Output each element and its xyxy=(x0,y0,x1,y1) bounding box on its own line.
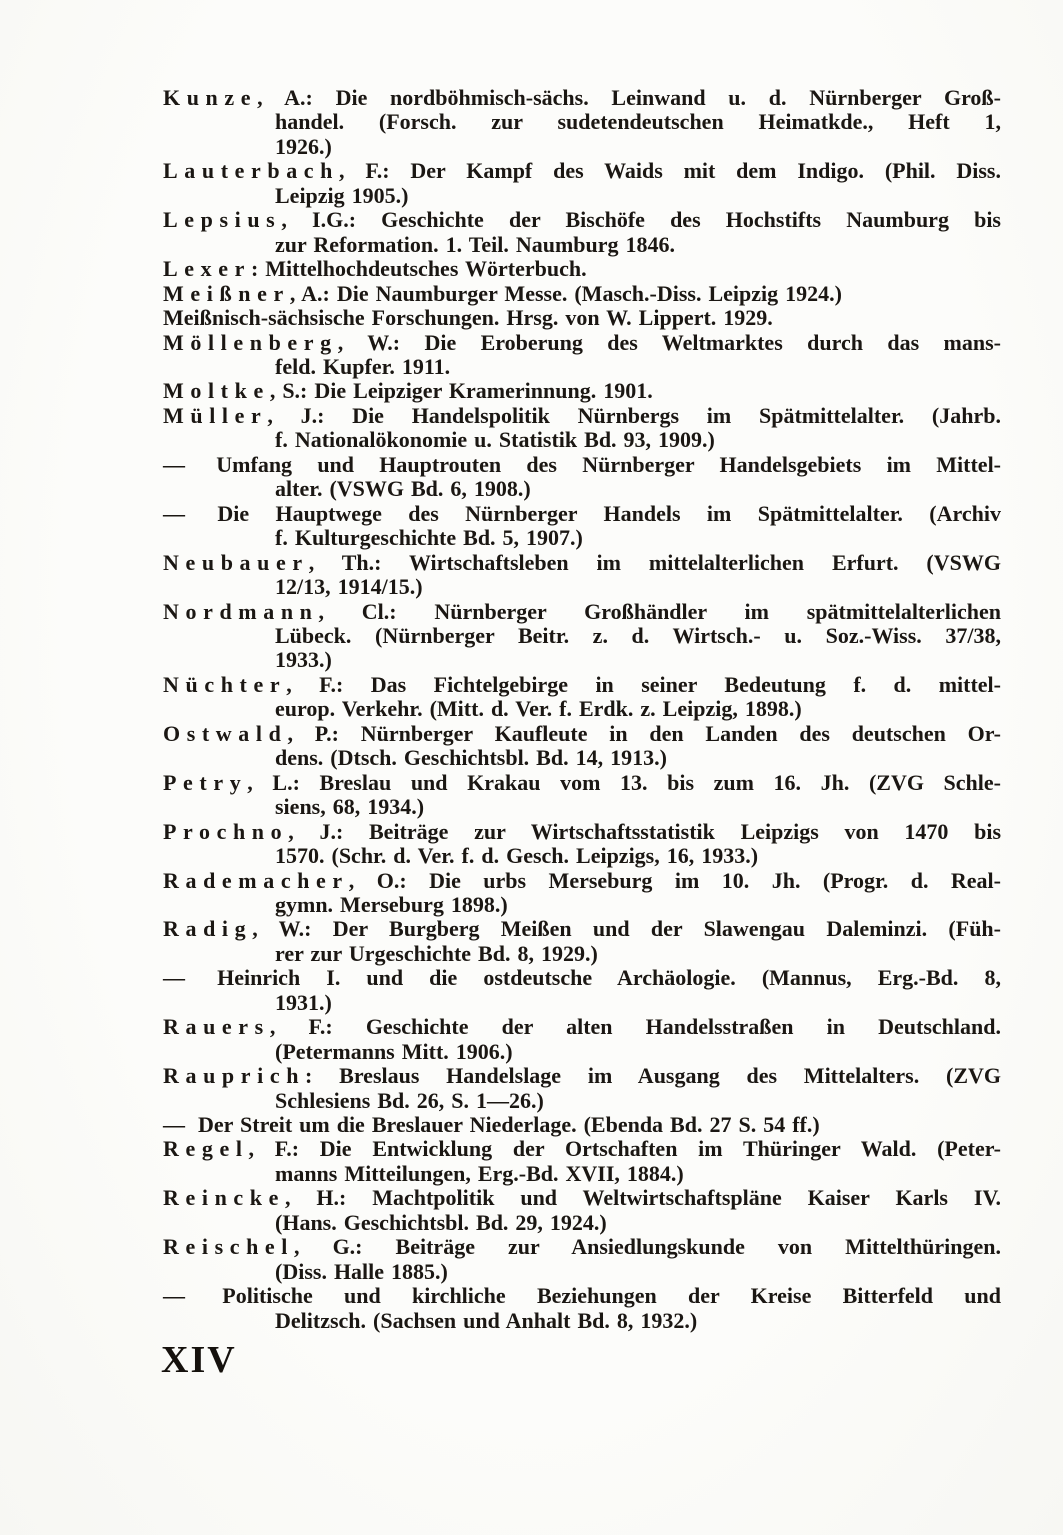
entry-line: Lauterbach, F.: Der Kampf des Waids mit dem Indigo. (Phil. Diss. xyxy=(163,158,1001,184)
bibliography-list xyxy=(163,86,1001,1333)
entry-line: Meißner, A.: Die Naumburger Messe. (Masch.-Diss. Leipzig 1924.) xyxy=(163,280,842,306)
page-number: XIV xyxy=(161,1339,237,1381)
entry-line: (Hans. Geschichtsbl. Bd. 29, 1924.) xyxy=(275,1209,607,1235)
author-name: Kunze xyxy=(163,85,258,110)
entry-line: alter. (VSWG Bd. 6, 1908.) xyxy=(275,476,531,502)
entry-line: Lexer: Mittelhochdeutsches Wörterbuch. xyxy=(163,256,587,282)
entry-line: Neubauer, Th.: Wirtschaftsleben im mittelalterlichen Erfurt. (VSWG xyxy=(163,549,1001,575)
entry-line: Rauprich: Breslaus Handelslage im Ausgang des Mittelalters. (ZVG xyxy=(163,1063,1001,1089)
bibliography-entry xyxy=(163,1284,1001,1333)
author-name: Moltke xyxy=(163,378,270,404)
author-name: Lexer xyxy=(163,256,251,282)
entry-line: Meißnisch-sächsische Forschungen. Hrsg. von W. Lippert. 1929. xyxy=(163,305,773,331)
author-name: Petry xyxy=(163,769,248,795)
bibliography-entry xyxy=(163,159,1001,208)
entry-line: — Umfang und Hauptrouten des Nürnberger Handelsgebiets im Mittel- xyxy=(163,451,1002,477)
entry-line: Prochno, J.: Beiträge zur Wirtschaftsstatistik Leipzigs von 1470 bis xyxy=(163,818,1002,844)
bibliography-entry xyxy=(163,917,1001,966)
entry-line: Reincke, H.: Machtpolitik und Weltwirtschaftspläne Kaiser Karls IV. xyxy=(163,1185,1002,1211)
bibliography-entry xyxy=(163,331,1001,380)
author-name: Rauprich xyxy=(163,1063,306,1089)
entry-line: Nordmann, Cl.: Nürnberger Großhändler im spätmittelalterlichen xyxy=(163,598,1002,624)
entry-line: — Der Streit um die Breslauer Niederlage. (Ebenda Bd. 27 S. 54 ff.) xyxy=(163,1112,820,1138)
entry-line: — Heinrich I. und die ostdeutsche Archäologie. (Mannus, Erg.-Bd. 8, xyxy=(163,965,1001,991)
bibliography-entry xyxy=(163,673,1001,722)
entry-line: 1933.) xyxy=(275,647,332,673)
same-author-dash: — xyxy=(163,500,185,526)
author-name: Ostwald xyxy=(163,720,288,746)
author-name: Rauers xyxy=(163,1014,270,1040)
entry-line: Kunze, A.: Die nordböhmisch-sächs. Leinwand u. d. Nürnberger Groß- xyxy=(163,85,1001,110)
bibliography-entry xyxy=(163,869,1001,918)
author-name: Nordmann xyxy=(163,598,319,624)
entry-line: Leipzig 1905.) xyxy=(275,182,409,208)
author-name: Meißner xyxy=(163,280,290,306)
bibliography-entry xyxy=(163,771,1001,820)
entry-line: Reischel, G.: Beiträge zur Ansiedlungskunde von Mittelthüringen. xyxy=(163,1234,1001,1260)
author-name: Müller xyxy=(163,402,268,428)
entry-line: — Die Hauptwege des Nürnberger Handels im Spätmittelalter. (Archiv xyxy=(163,500,1001,526)
entry-line: handel. (Forsch. zur sudetendeutschen Heimatkde., Heft 1, xyxy=(275,109,1001,135)
entry-line: (Petermanns Mitt. 1906.) xyxy=(275,1038,513,1064)
entry-line: (Diss. Halle 1885.) xyxy=(275,1258,448,1284)
author-name: Reischel xyxy=(163,1234,295,1260)
same-author-dash: — xyxy=(163,451,185,477)
bibliography-entry xyxy=(163,208,1001,257)
entry-line: rer zur Urgeschichte Bd. 8, 1929.) xyxy=(275,940,598,966)
entry-line: Nüchter, F.: Das Fichtelgebirge in seiner Bedeutung f. d. mittel- xyxy=(163,671,1001,697)
entry-line: Moltke, S.: Die Leipziger Kramerinnung. 1901. xyxy=(163,378,653,404)
entry-line: 1931.) xyxy=(275,989,332,1015)
author-name: Lauterbach xyxy=(163,158,339,184)
bibliography-entry xyxy=(163,1186,1001,1235)
bibliography-entry xyxy=(163,1113,1001,1137)
bibliography-entry xyxy=(163,257,1001,281)
bibliography-entry xyxy=(163,86,1001,159)
bibliography-entry xyxy=(163,551,1001,600)
entry-line: manns Mitteilungen, Erg.-Bd. XVII, 1884.) xyxy=(275,1160,684,1186)
author-name: Lepsius xyxy=(163,207,282,233)
bibliography-entry xyxy=(163,282,1001,306)
entry-line: Radig, W.: Der Burgberg Meißen und der Slawengau Daleminzi. (Füh- xyxy=(163,916,1001,942)
entry-line: 1926.) xyxy=(275,133,332,159)
entry-line: gymn. Merseburg 1898.) xyxy=(275,891,508,917)
entry-line: Möllenberg, W.: Die Eroberung des Weltmarktes durch das mans- xyxy=(163,329,1001,355)
entry-line: Regel, F.: Die Entwicklung der Ortschaften im Thüringer Wald. (Peter- xyxy=(163,1136,1001,1162)
entry-line: Petry, L.: Breslau und Krakau vom 13. bis zum 16. Jh. (ZVG Schle- xyxy=(163,769,1001,795)
entry-line: — Politische und kirchliche Beziehungen der Kreise Bitterfeld und xyxy=(163,1283,1001,1309)
entry-line: Delitzsch. (Sachsen und Anhalt Bd. 8, 1932.) xyxy=(275,1307,698,1333)
author-name: Nüchter xyxy=(163,671,287,697)
entry-line: Ostwald, P.: Nürnberger Kaufleute in den Landen des deutschen Or- xyxy=(163,720,1001,746)
author-name: Regel xyxy=(163,1136,249,1162)
entry-line: Müller, J.: Die Handelspolitik Nürnbergs im Spätmittelalter. (Jahrb. xyxy=(163,402,1001,428)
entry-line: europ. Verkehr. (Mitt. d. Ver. f. Erdk. z. Leipzig, 1898.) xyxy=(275,696,802,722)
author-name: Reincke xyxy=(163,1185,285,1211)
entry-line: zur Reformation. 1. Teil. Naumburg 1846. xyxy=(275,231,676,257)
author-name: Möllenberg xyxy=(163,329,338,355)
bibliography-entry xyxy=(163,722,1001,771)
entry-line: f. Kulturgeschichte Bd. 5, 1907.) xyxy=(275,525,583,551)
entry-line: Lepsius, I.G.: Geschichte der Bischöfe des Hochstifts Naumburg bis xyxy=(163,207,1001,233)
entry-line: Rauers, F.: Geschichte der alten Handelsstraßen in Deutschland. xyxy=(163,1014,1001,1040)
entry-line: siens, 68, 1934.) xyxy=(275,794,425,820)
entry-line: dens. (Dtsch. Geschichtsbl. Bd. 14, 1913.) xyxy=(275,745,667,771)
same-author-dash: — xyxy=(163,965,185,991)
author-name: Neubauer xyxy=(163,549,309,575)
entry-line: feld. Kupfer. 1911. xyxy=(275,353,451,379)
bibliography-entry xyxy=(163,1137,1001,1186)
bibliography-entry xyxy=(163,1015,1001,1064)
entry-line: f. Nationalökonomie u. Statistik Bd. 93, 1909.) xyxy=(275,427,715,453)
bibliography-entry xyxy=(163,404,1001,453)
bibliography-entry xyxy=(163,502,1001,551)
entry-line: 1570. (Schr. d. Ver. f. d. Gesch. Leipzigs, 16, 1933.) xyxy=(275,843,759,869)
author-name: Rademacher xyxy=(163,867,349,893)
bibliography-entry xyxy=(163,453,1001,502)
bibliography-entry xyxy=(163,1064,1001,1113)
bibliography-entry xyxy=(163,600,1001,673)
same-author-dash: — xyxy=(163,1112,185,1138)
bibliography-entry xyxy=(163,1235,1001,1284)
entry-line: Rademacher, O.: Die urbs Merseburg im 10. Jh. (Progr. d. Real- xyxy=(163,867,1001,893)
entry-line: 12/13, 1914/15.) xyxy=(275,574,423,600)
bibliography-entry xyxy=(163,379,1001,403)
author-name: Prochno xyxy=(163,818,289,844)
bibliography-entry xyxy=(163,966,1001,1015)
bibliography-entry xyxy=(163,306,1001,330)
bibliography-entry xyxy=(163,820,1001,869)
author-name: Radig xyxy=(163,916,253,942)
entry-line: Schlesiens Bd. 26, S. 1—26.) xyxy=(275,1087,544,1113)
same-author-dash: — xyxy=(163,1283,185,1309)
entry-line: Lübeck. (Nürnberger Beitr. z. d. Wirtsch.- u. Soz.-Wiss. 37/38, xyxy=(275,622,1001,648)
